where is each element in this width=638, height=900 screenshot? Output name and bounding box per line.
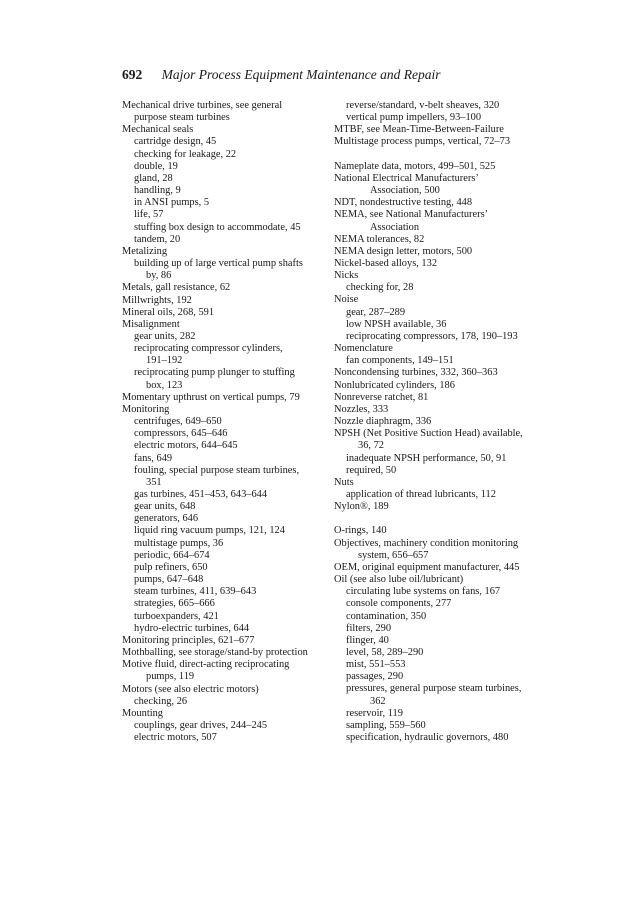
- index-subentry: reciprocating compressor cylinders,: [134, 343, 283, 355]
- index-entry: Nameplate data, motors, 499–501, 525: [334, 160, 496, 172]
- index-subentry: periodic, 664–674: [134, 549, 210, 561]
- index-subentry: generators, 646: [134, 513, 199, 525]
- index-subentry: Association: [370, 221, 420, 233]
- index-subentry: specification, hydraulic governors, 480: [346, 732, 509, 744]
- index-subentry: pressures, general purpose steam turbines,: [346, 683, 522, 695]
- index-subentry: stuffing box design to accommodate, 45: [134, 221, 301, 233]
- index-subentry: sampling, 559–560: [346, 719, 426, 731]
- index-subentry: couplings, gear drives, 244–245: [134, 719, 268, 731]
- page-number: 692: [122, 67, 143, 82]
- index-subentry: vertical pump impellers, 93–100: [346, 112, 482, 124]
- index-entry: Nylon®, 189: [334, 501, 389, 513]
- page-header: [122, 67, 440, 87]
- index-entry: Mounting: [122, 707, 163, 719]
- index-subentry: application of thread lubricants, 112: [346, 488, 496, 500]
- index-entry: Objectives, machinery condition monitoring: [334, 537, 519, 549]
- index-subentry: double, 19: [134, 160, 178, 172]
- index-subentry: multistage pumps, 36: [134, 537, 224, 549]
- index-subentry: pulp refiners, 650: [134, 561, 208, 573]
- index-subentry: cartridge design, 45: [134, 136, 217, 148]
- index-subentry: low NPSH available, 36: [346, 318, 447, 330]
- index-entry: Millwrights, 192: [122, 294, 192, 306]
- index-entry: Metals, gall resistance, 62: [122, 282, 231, 294]
- index-entry: Metalizing: [122, 245, 168, 257]
- index-subentry: in ANSI pumps, 5: [134, 197, 210, 209]
- index-subentry: electric motors, 644–645: [134, 440, 238, 452]
- index-entry: NPSH (Net Positive Suction Head) available,: [334, 428, 523, 440]
- index-entry: Nozzles, 333: [334, 403, 389, 415]
- index-subentry: by, 86: [146, 270, 172, 282]
- index-subentry: required, 50: [346, 464, 397, 476]
- index-subentry: steam turbines, 411, 639–643: [134, 586, 257, 598]
- index-subentry: handling, 9: [134, 185, 181, 197]
- index-subentry: reservoir, 119: [346, 707, 403, 719]
- index-subentry: gland, 28: [134, 172, 173, 184]
- index-subentry: 351: [146, 476, 162, 488]
- index-subentry: checking, 26: [134, 695, 188, 707]
- index-entry: Monitoring principles, 621–677: [122, 634, 255, 646]
- index-subentry: mist, 551–553: [346, 659, 406, 671]
- index-entry: Nonreverse ratchet, 81: [334, 391, 429, 403]
- index-entry: NDT, nondestructive testing, 448: [334, 197, 473, 209]
- index-subentry: reverse/standard, v-belt sheaves, 320: [346, 100, 500, 111]
- index-subentry: circulating lube systems on fans, 167: [346, 586, 501, 598]
- index-subentry: fouling, special purpose steam turbines,: [134, 464, 300, 476]
- index-subentry: gear units, 282: [134, 330, 196, 342]
- index-entry: Nickel-based alloys, 132: [334, 258, 438, 270]
- index-entry: National Electrical Manufacturers’: [334, 172, 479, 184]
- index-subentry: strategies, 665–666: [134, 598, 215, 610]
- index-subentry: flinger, 40: [346, 634, 389, 646]
- index-column-left: [122, 100, 334, 744]
- index-entry: Nomenclature: [334, 343, 393, 355]
- index-entry: OEM, original equipment manufacturer, 445: [334, 561, 520, 573]
- index-subentry: console components, 277: [346, 598, 452, 610]
- index-subentry: fans, 649: [134, 452, 173, 464]
- index-subentry: 36, 72: [358, 440, 384, 452]
- index-subentry: reciprocating compressors, 178, 190–193: [346, 330, 518, 342]
- index-entry: Mothballing, see storage/stand-by protection: [122, 647, 308, 659]
- index-subentry: turboexpanders, 421: [134, 610, 219, 622]
- index-subentry: inadequate NPSH performance, 50, 91: [346, 452, 507, 464]
- index-subentry: checking for, 28: [346, 282, 414, 294]
- running-title: Major Process Equipment Maintenance and Repair: [161, 67, 441, 82]
- section-gap: [334, 149, 546, 161]
- index-entry: Oil (see also lube oil/lubricant): [334, 574, 464, 586]
- index-entry: Noncondensing turbines, 332, 360–363: [334, 367, 498, 379]
- index-entry: O-rings, 140: [334, 525, 387, 537]
- index-subentry: compressors, 645–646: [134, 428, 228, 440]
- index-subentry: Association, 500: [370, 185, 440, 197]
- index-subentry: checking for leakage, 22: [134, 148, 237, 160]
- index-subentry: liquid ring vacuum pumps, 121, 124: [134, 525, 285, 537]
- index-entry: NEMA, see National Manufacturers’: [334, 209, 489, 221]
- index-subentry: filters, 290: [346, 622, 392, 634]
- index-subentry: contamination, 350: [346, 610, 427, 622]
- index-entry: Nicks: [334, 270, 359, 282]
- index-entry: Mechanical seals: [122, 124, 194, 136]
- index-entry: Monitoring: [122, 403, 170, 415]
- index-entry: Mechanical drive turbines, see general: [122, 100, 283, 111]
- index-entry: Nuts: [334, 476, 354, 488]
- index-entry: NEMA design letter, motors, 500: [334, 245, 473, 257]
- index-subentry: gear units, 648: [134, 501, 196, 513]
- section-gap: [334, 513, 546, 525]
- index-subentry: purpose steam turbines: [134, 112, 230, 124]
- index-entry: Mineral oils, 268, 591: [122, 306, 215, 318]
- index-entry: Motors (see also electric motors): [122, 683, 259, 695]
- index-entry: Misalignment: [122, 318, 180, 330]
- index-subentry: gear, 287–289: [346, 306, 406, 318]
- index-subentry: box, 123: [146, 379, 183, 391]
- index-subentry: pumps, 647–648: [134, 574, 204, 586]
- index-subentry: hydro-electric turbines, 644: [134, 622, 250, 634]
- index-entry: Momentary upthrust on vertical pumps, 79: [122, 391, 300, 403]
- index-subentry: fan components, 149–151: [346, 355, 454, 367]
- index-subentry: passages, 290: [346, 671, 404, 683]
- index-entry: Nonlubricated cylinders, 186: [334, 379, 455, 391]
- index-subentry: level, 58, 289–290: [346, 647, 424, 658]
- index-entry: MTBF, see Mean-Time-Between-Failure: [334, 124, 504, 136]
- index-subentry: tandem, 20: [134, 233, 181, 245]
- index-entry: Noise: [334, 294, 359, 306]
- index-entry: Nozzle diaphragm, 336: [334, 416, 432, 428]
- index-subentry: reciprocating pump plunger to stuffing: [134, 367, 295, 379]
- index-subentry: pumps, 119: [146, 671, 195, 683]
- index-subentry: electric motors, 507: [134, 732, 217, 744]
- index-entry: Multistage process pumps, vertical, 72–73: [334, 136, 511, 148]
- index-subentry: centrifuges, 649–650: [134, 416, 222, 428]
- index-subentry: building up of large vertical pump shafts: [134, 258, 303, 270]
- index-column-right: [334, 100, 546, 744]
- index-subentry: gas turbines, 451–453, 643–644: [134, 489, 268, 500]
- index-subentry: life, 57: [134, 209, 164, 221]
- index-entry: NEMA tolerances, 82: [334, 233, 425, 245]
- index-subentry: system, 656–657: [358, 549, 429, 561]
- index-entry: Motive fluid, direct-acting reciprocating: [122, 659, 290, 671]
- index-subentry: 191–192: [146, 355, 183, 367]
- index-subentry: 362: [370, 695, 386, 707]
